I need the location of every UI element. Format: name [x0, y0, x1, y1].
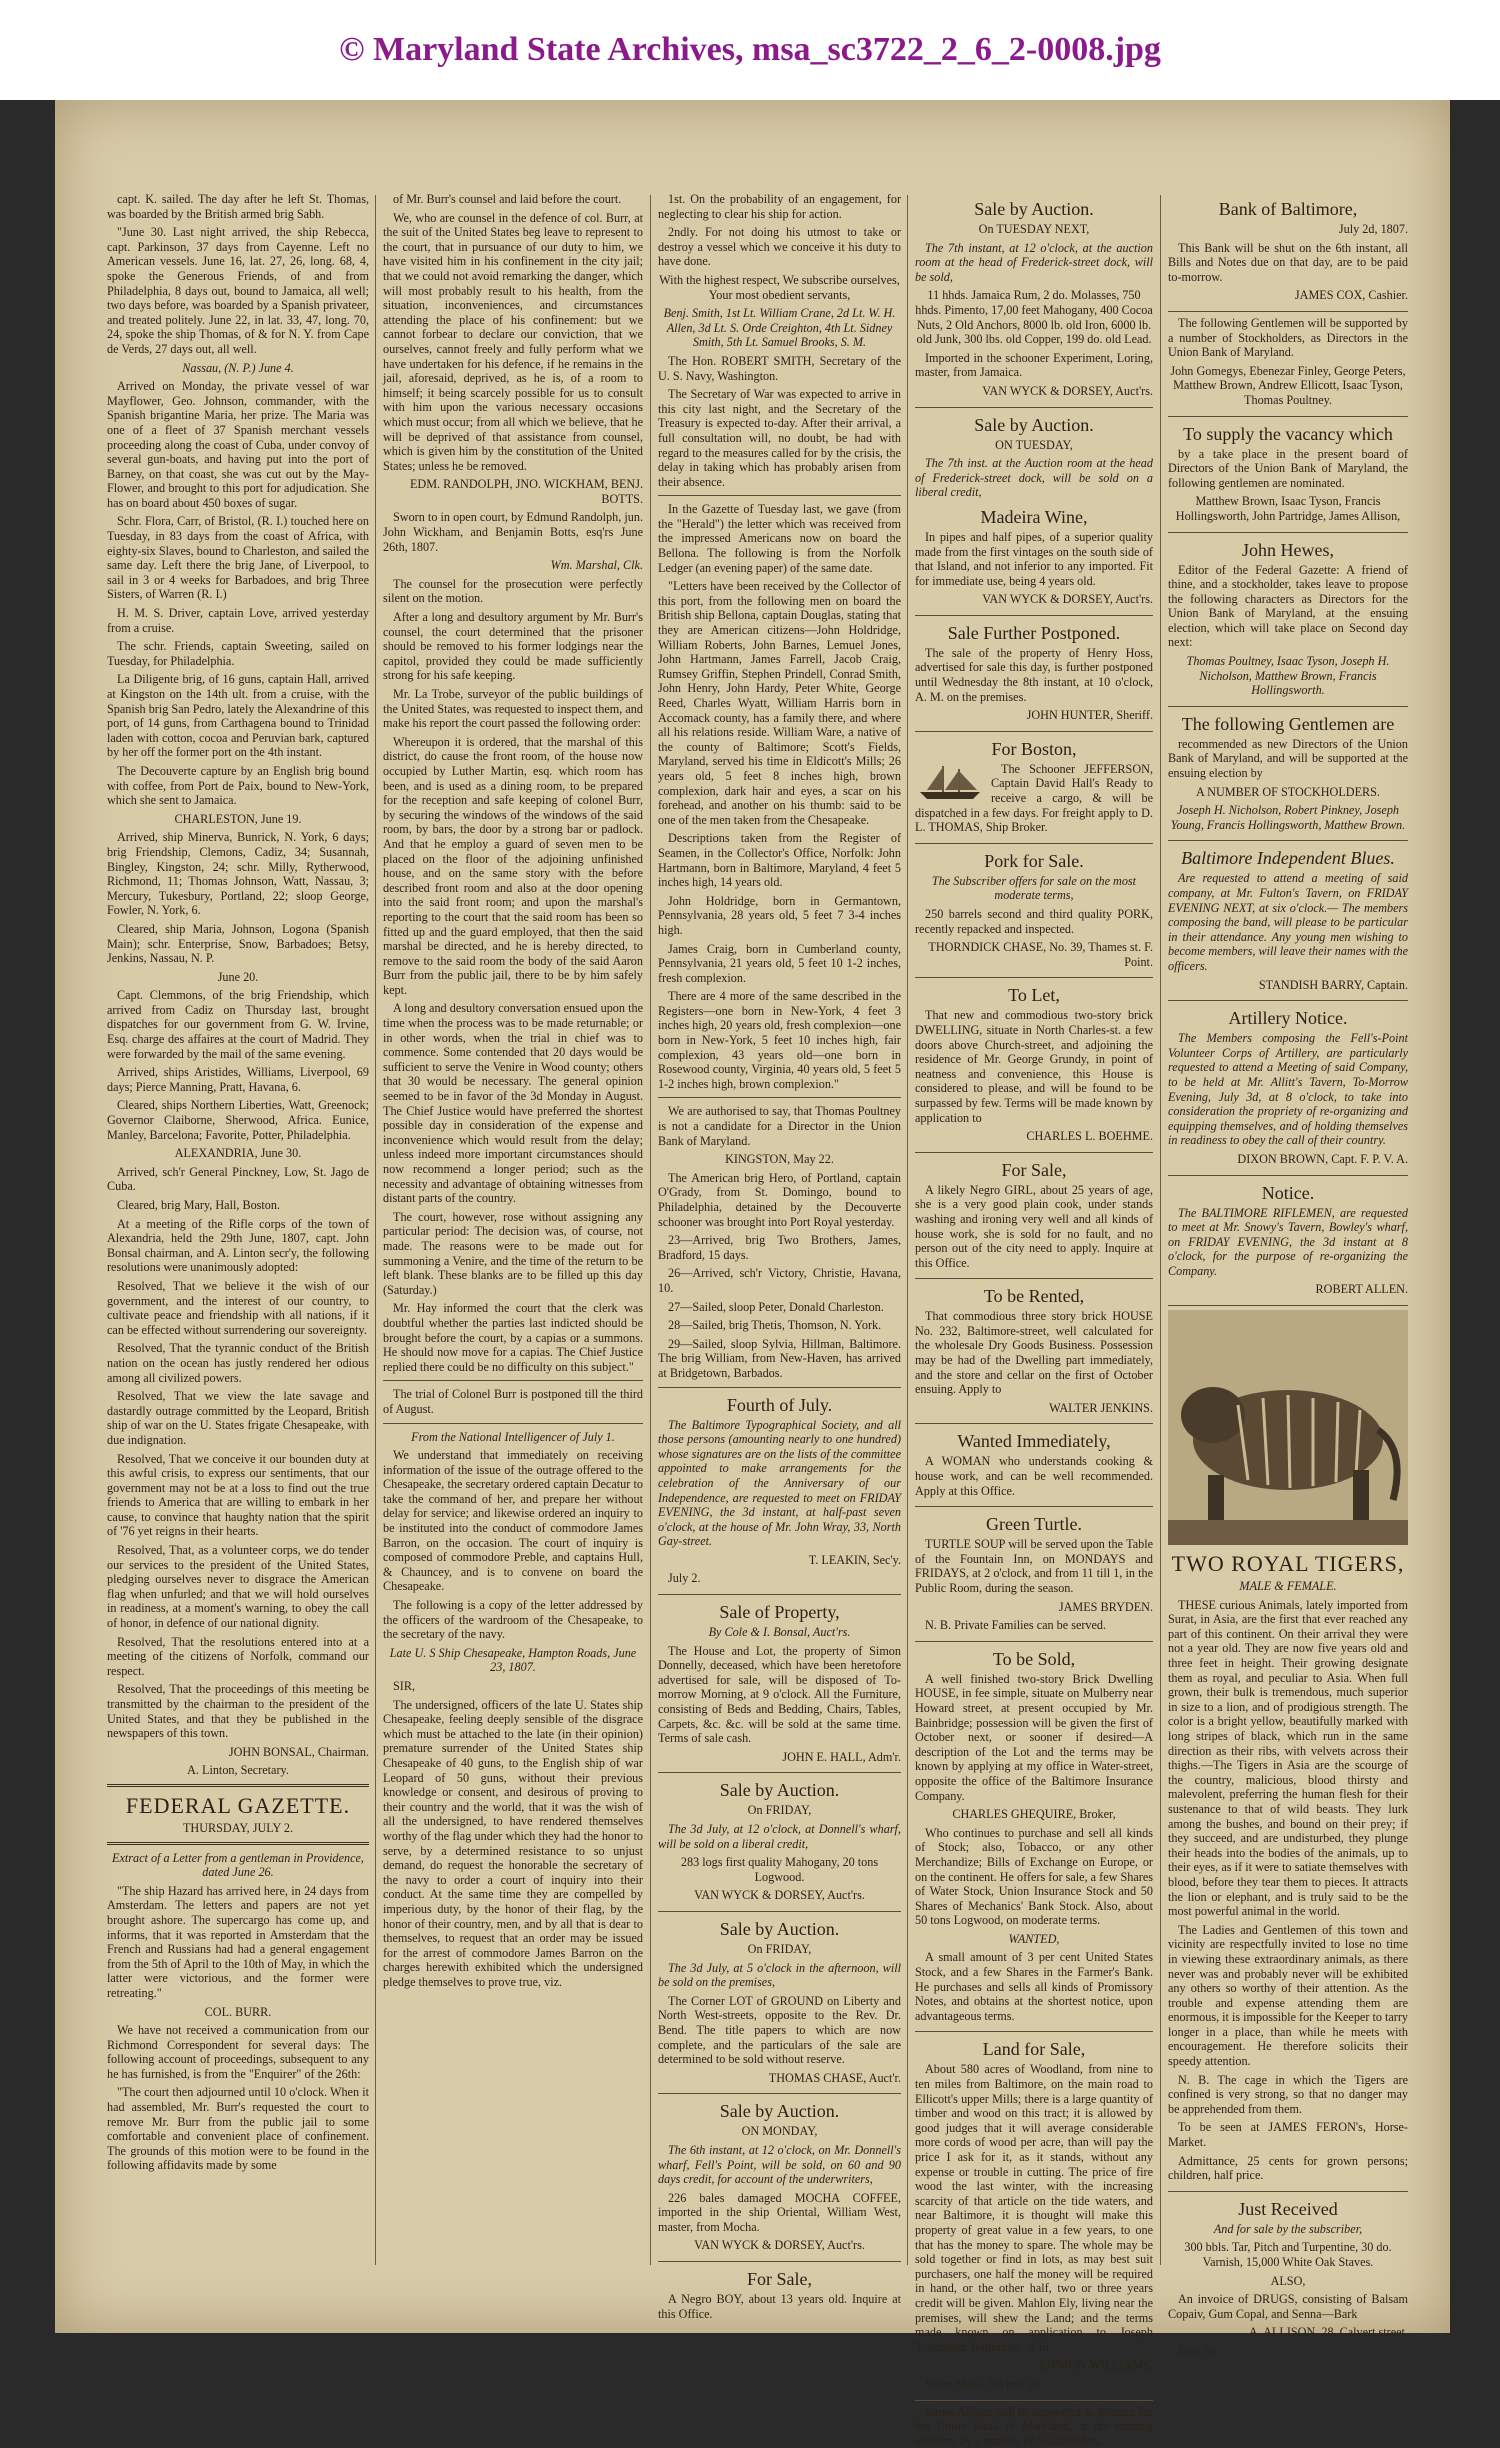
signature: WALTER JENKINS.	[915, 1401, 1153, 1416]
ad-body: The 7th inst. at the Auction room at the head of Frederick-street dock, will be sold on a liberal credit,	[915, 456, 1153, 500]
ad-heading: To be Rented,	[915, 1285, 1153, 1307]
ad-heading: Bank of Baltimore,	[1168, 198, 1408, 220]
ad-heading: Wanted Immediately,	[915, 1430, 1153, 1452]
news-paragraph: Capt. Clemmons, of the brig Friendship, which arrived from Cadiz on Thursday last, brought dispatches for our government from G. W. Irvine, Esq. charge des affaires at the court of Madrid. They were forwarded by the mail of the same evening.	[107, 988, 369, 1061]
signature: JAMES COX, Cashier.	[1168, 288, 1408, 303]
ad-body: 283 logs first quality Mahogany, 20 tons Logwood.	[658, 1855, 901, 1884]
ad-subheading: By Cole & I. Bonsal, Auct'rs.	[658, 1625, 901, 1640]
ad-body: 250 barrels second and third quality PORK, recently repacked and inspected.	[915, 907, 1153, 936]
ad-block	[1168, 713, 1408, 842]
news-paragraph: After a long and desultory argument by Mr. Burr's counsel, the court determined that the prisoner should be removed to his former lodgings near the capitol, provided they could be made sufficiently strong for his safe keeping.	[383, 610, 643, 683]
news-paragraph: 28—Sailed, brig Thetis, Thomson, N. York.	[658, 1318, 901, 1333]
masthead-date: THURSDAY, JULY 2.	[107, 1821, 369, 1836]
news-paragraph: Arrived, ships Aristides, Williams, Liverpool, 69 days; Pierce Manning, Pratt, Havana, 6.	[107, 1065, 369, 1094]
news-paragraph: Schr. Flora, Carr, of Bristol, (R. I.) touched here on Tuesday, in 83 days from the coast of Africa, with eighty-six Slaves, bound to Charleston, and sailed the same day. Left there the brig Jane, of Liverpool, to sail in 3 or 4 weeks for Barbadoes, and brig Three Sisters, of Warren (R. I.)	[107, 514, 369, 602]
news-paragraph: The following is a copy of the letter addressed by the officers of the wardroom of the Chesapeake, to the secretary of the navy.	[383, 1598, 643, 1642]
news-paragraph: The counsel for the prosecution were perfectly silent on the motion.	[383, 577, 643, 606]
ad-subheading: MALE & FEMALE.	[1168, 1579, 1408, 1594]
ad-heading: Sale by Auction.	[658, 1918, 901, 1940]
column-divider	[1160, 195, 1161, 2265]
newspaper-page	[55, 100, 1450, 2333]
ad-body: An invoice of DRUGS, consisting of Balsam Copaiv, Gum Copal, and Senna—Bark	[1168, 2292, 1408, 2321]
divider	[658, 1097, 901, 1098]
signature-list: Benj. Smith, 1st Lt. William Crane, 2d Lt. W. H. Allen, 3d Lt. S. Orde Creighton, 4th Lt. Sidney Smith, 5th Lt. Samuel Brooks, S. M.	[658, 306, 901, 350]
ad-body: The Schooner JEFFERSON, Captain David Hall's Ready to receive a cargo, & will be dispatched in a few days. For freight apply to D. L. THOMAS, Ship Broker.	[915, 762, 1153, 835]
ad-body: THESE curious Animals, lately imported from Surat, in Asia, are the first that ever reached any part of this continent. On their arrival they were not a year old. They are now five years old and three feet in height. Their growing designate them as royal, and peculiar to Asia. When full grown, their bulk is tremendous, much superior in size to a lion, and of prodigious strength. The color is a bright yellow, beautifully marked with long stripes of black, which run in the same direction as their ribs, with velvets across their thighs.—The Tigers in Asia are the scourge of the country, malicious, blood thirsty and malevolent, preferring the human flesh for their sustenance to that of wild beasts. They lurk among the bushes, and bound on their prey; if they succeed, and are undisturbed, they plunge their heads into the bodies of the animals, up to their eyes, as if it were to satiate themselves with blood, before they tear them to pieces. It attracts the lion or elephant, and is truly said to be the most powerful animal in the world.	[1168, 1598, 1408, 1919]
news-paragraph: The court, however, rose without assigning any particular period: The decision was, of course, not made. The reasons were to be made out for summoning a Venire, and the time of the return to be left blank. These blanks are to be filled up this day (Saturday.)	[383, 1210, 643, 1298]
name-list: Matthew Brown, Isaac Tyson, Francis Hollingsworth, John Partridge, James Allison,	[1168, 494, 1408, 523]
news-paragraph: 26—Arrived, sch'r Victory, Christie, Havana, 10.	[658, 1266, 901, 1295]
divider	[383, 1380, 643, 1381]
ad-body: by a take place in the present board of Directors of the Union Bank of Maryland, the following gentlemen are nominated.	[1168, 447, 1408, 491]
news-paragraph: Whereupon it is ordered, that the marshal of this district, do cause the front room, of the house now occupied by Luther Martin, esq. which room has been, and is used as a dining room, to be prepared for the reception and safe keeping of colonel Burr, by securing the windows of the windows of the said room, by bars, the door by a strong bar or padlock. And that he employ a guard of seven men to be placed on the floor of the adjoining unfinished house, and on the same story with the before described front room and also at the door opening into the said front room; and upon the marshal's reporting to the court that the said room has been so fitted up and the guard employed, that then the said marshal be directed, and he is hereby directed, to remove to the said room the body of the said Aaron Burr from the public jail, there to be by him safely kept.	[383, 735, 643, 998]
ad-body: Who continues to purchase and sell all kinds of Stock; also, Tobacco, or any other Merchandize; Bills of Exchange on Europe, or on the continent. He offers for sale, a few Shares of Water Stock, Union Insurance Stock and 50 Shares of Mechanics' Bank Stock. Also, about 50 tons Logwood, on moderate terms.	[915, 1826, 1153, 1928]
ad-date: Selby Mills, 7th mo. 23.	[915, 2377, 1153, 2392]
signature: JOHN HUNTER, Sheriff.	[915, 708, 1153, 723]
divider	[658, 1387, 901, 1388]
column-2	[383, 192, 643, 2272]
signature: VAN WYCK & DORSEY, Auct'rs.	[658, 2238, 901, 2253]
ad-body: About 580 acres of Woodland, from nine to ten miles from Baltimore, on the main road to Ellicott's upper Mills; there is a large quantity of timber and wood on this tract; it is allowed by good judges that it will average considerable more cords of wood per acre, than will pay the price I ask for it, as it stands, without any expense or trouble in cutting. The price of fire wood the last winter, with the increasing scarcity of that article on the tide waters, and near Baltimore, it is thought will make this property of great value in a few years, to one that has the money to spare. The whole may be sold together or find in lots, as may best suit purchasers, one half the money will be required in hand, or the other half, two or three years credit will be given. Mahlon Ely, living near the premises, will shew the Land; and the terms made known on application to Joseph Townsend, Baltimore, or to	[915, 2062, 1153, 2354]
ad-block	[915, 2038, 1153, 2400]
news-paragraph: "The ship Hazard has arrived here, in 24 days from Amsterdam. The letters and papers are not yet brought ashore. The supercargo has come up, and informs, that it was reported in Amsterdam that the French and Russians had had a general engagement from the 5th of April to the 10th of May, in which the latter were victorious, and the former were retreating."	[107, 1884, 369, 2001]
news-paragraph: Sworn to in open court, by Edmund Randolph, jun. John Wickham, and Benjamin Botts, esq'rs June 26th, 1807.	[383, 510, 643, 554]
news-paragraph: "Letters have been received by the Collector of this port, from the following men on board the British ship Bellona, captain Douglas, stating that they are American citizens—John Holdridge, William Roberts, John Barnes, Lemuel Jones, John Hartmann, James Farrell, Jacob Craig, Rumsey Griffin, Stephen Prindell, Conrad Smith, John Henry, John Hardy, Peter White, George Reed, Charles Wyatt, William Harris born in Accomack county, has a family there, and where all his relations reside. William Ware, a native of the county of Baltimore; Scott's Fields, Maryland, served his time in Eldicott's Mills; 26 years old, 5 feet 8 inches high, brown complexion, dark hair and eyes, a scar on his forehead, and another on his thumb: said to be one of the men taken from the Chesapeake.	[658, 579, 901, 827]
ad-date: June 29.	[1168, 2344, 1408, 2359]
ad-heading: For Sale,	[915, 1159, 1153, 1181]
news-paragraph: 2ndly. For not doing his utmost to take or destroy a vessel which we conceive it his duty to have done.	[658, 225, 901, 269]
ad-block	[915, 984, 1153, 1152]
column-divider	[907, 195, 908, 2265]
ad-heading: To Let,	[915, 984, 1153, 1006]
ad-body: The 7th instant, at 12 o'clock, at the auction room at the head of Frederick-street dock, will be sold,	[915, 241, 1153, 285]
news-paragraph: James Craig, born in Cumberland county, Pennsylvania, 21 years old, 5 feet 10 1-2 inches, fresh complexion.	[658, 942, 901, 986]
news-paragraph: The schr. Friends, captain Sweeting, sailed on Tuesday, for Philadelphia.	[107, 639, 369, 668]
dateline: CHARLESTON, June 19.	[107, 812, 369, 827]
article-heading: From the National Intelligencer of July 1.	[383, 1430, 643, 1445]
ad-block	[915, 1648, 1153, 2033]
news-paragraph: Arrived, ship Minerva, Bunrick, N. York, 6 days; brig Friendship, Clemons, Cadiz, 34; Susannah, Bingley, Kingston, 24; schr. Milly, Rytherwood, Richmond, 11; Thomas Johnson, Watt, Nassau, 3; Mercury, Tukesbury, Portland, 22; sloop George, Fowler, N. York, 6.	[107, 830, 369, 918]
news-paragraph: We have not received a communication from our Richmond Correspondent for several days: The following account of proceedings, subsequent to any he has furnished, is from the "Enquirer" of the 26th:	[107, 2023, 369, 2081]
signature: JOHN E. HALL, Adm'r.	[658, 1750, 901, 1765]
news-paragraph: We understand that immediately on receiving information of the issue of the outrage offered to the Chesapeake, the secretary ordered captain Decatur to take the command of her, and prepare her without delay for service; and likewise ordered an inquiry to be instituted into the conduct of commodore James Barron, on the occasion. The court of inquiry is composed of commodore Preble, and captains Hull, & Chauncey, and is to convene on board the Chesapeake.	[383, 1448, 643, 1594]
ad-block	[1168, 847, 1408, 1001]
ad-body: The Baltimore Typographical Society, and all those persons (amounting nearly to one hundred) whose signatures are on the lists of the committee appointed to make arrangements for the celebration of the Anniversary of our Independence, are requested to meet on FRIDAY EVENING, the 3d instant, at half-past seven o'clock, at the house of Mr. John Wray, 33, North Gay-street.	[658, 1418, 901, 1549]
news-paragraph: La Diligente brig, of 16 guns, captain Hall, arrived at Kingston on the 14th ult. from a cruise, with the Spanish brig San Pedro, lately the Alexandrine of this port, of 14 guns, from Carthagena bound to Trinidad laden with cotton, cocoa and Peruvian bark, captured by her off the former port on the 4th instant.	[107, 672, 369, 760]
ad-body: A WOMAN who understands cooking & house work, and can be well recommended. Apply at this Office.	[915, 1454, 1153, 1498]
news-paragraph: Arrived on Monday, the private vessel of war Mayflower, Geo. Johnson, commander, with the Spanish brigantine Maria, her prize. The Maria was one of a fleet of 37 Spanish merchant vessels proceeding along the coast of Cuba, under convoy of several gun-boats, and having put into the port of Barney, on that coast, she was cut out by the May-Flower, and brought to this port for adjudication. She has on board about 450 boxes of sugar.	[107, 379, 369, 510]
ad-body: 226 bales damaged MOCHA COFFEE, imported in the ship Oriental, William West, master, from Mocha.	[658, 2191, 901, 2235]
news-paragraph: 29—Sailed, sloop Sylvia, Hillman, Baltimore. The brig William, from New-Haven, has arrived at Bridgetown, Barbados.	[658, 1337, 901, 1381]
ad-block	[658, 1571, 901, 1595]
news-paragraph: Resolved, That we view the late savage and dastardly outrage committed by the Leopard, British ship of war on the U. States frigate Chesapeake, with due indignation.	[107, 1389, 369, 1447]
news-paragraph: Cleared, brig Mary, Hall, Boston.	[107, 1198, 369, 1213]
ad-block	[1168, 1007, 1408, 1175]
ad-body: Admittance, 25 cents for grown persons; children, half price.	[1168, 2154, 1408, 2183]
news-paragraph: 1st. On the probability of an engagement, for neglecting to clear his ship for action.	[658, 192, 901, 221]
banner-text: © Maryland State Archives, msa_sc3722_2_6_2-0008.jpg	[339, 31, 1161, 69]
ad-body: TURTLE SOUP will be served upon the Table of the Fountain Inn, on MONDAYS and FRIDAYS, at 2 o'clock, and from 11 till 1, in the Public Room, during the season.	[915, 1537, 1153, 1595]
signature: ROBERT ALLEN.	[1168, 1282, 1408, 1297]
ad-subheading: ON TUESDAY,	[915, 438, 1153, 453]
signature: THOMAS CHASE, Auct'r.	[658, 2071, 901, 2086]
ad-block	[915, 850, 1153, 979]
ad-body: That commodious three story brick HOUSE No. 232, Baltimore-street, well calculated for the wholesale Dry Goods Business. Possession may be had of the Dwelling part immediately, and the store and cellar on the first of October ensuing. Apply to	[915, 1309, 1153, 1397]
ad-heading: For Sale,	[658, 2268, 901, 2290]
ad-heading: Artillery Notice.	[1168, 1007, 1408, 1029]
ad-body: That new and commodious two-story brick DWELLING, situate in North Charles-st. a few doors above Church-street, and adjoining the residence of Mr. George Grundy, in point of neatness and convenience, this House is considered to please, and will be found to be surpassed by few. Terms will be made known by application to	[915, 1008, 1153, 1125]
ad-block	[658, 1888, 901, 1912]
masthead-rule	[107, 1842, 369, 1845]
archive-banner	[0, 0, 1500, 100]
schooner-woodcut-icon	[915, 762, 985, 802]
ad-body: Editor of the Federal Gazette: A friend of thine, and a stockholder, takes leave to propose the following characters as Directors for the Union Bank of Maryland, at the ensuing election, which will take place on Second day next:	[1168, 563, 1408, 651]
ad-heading: Fourth of July.	[658, 1394, 901, 1416]
news-paragraph: Resolved, That, as a volunteer corps, we do tender our services to the president of the United States, pledging ourselves never to disgrace the American flag when unfurled; and that we will hold ourselves in readiness, at a moment's warning, to obey the call of honor, in defence of our national dignity.	[107, 1543, 369, 1631]
column-divider	[375, 195, 376, 2265]
ad-body: recommended as new Directors of the Union Bank of Maryland, and will be supported at the ensuing election by	[1168, 737, 1408, 781]
signature: ENNION WILLIAMS,	[915, 2358, 1153, 2373]
ad-body: A well finished two-story Brick Dwelling HOUSE, in fee simple, situate on Mulberry near Howard street, at present occupied by Mr. Bainbridge; possession will be given the first of October next, or sooner if desired—A description of the Lot and the terms may be known by applying at my office in Water-street, opposite the office of the Baltimore Insurance Company.	[915, 1672, 1153, 1803]
ad-body: In pipes and half pipes, of a superior quality made from the first vintages on the south side of that Island, and not inferior to any imported. Fit for immediate use, being 4 years old.	[915, 530, 1153, 588]
ad-block	[1168, 423, 1408, 533]
ad-body: The Ladies and Gentlemen of this town and vicinity are respectfully invited to lose no time in viewing these extraordinary animals, as there never was and probably never will be exhibited any others so worthy of their attention. As the trouble and expense attending them are enormous, it is impossible for the Keeper to tarry longer in a place, than while he meets with encouragement. He therefore solicits their speedy attention.	[1168, 1923, 1408, 2069]
news-paragraph: Resolved, That the proceedings of this meeting be transmitted by the chairman to the president of the United States, and that they be published in the newspapers of this town.	[107, 1682, 369, 1740]
column-3	[658, 192, 901, 2272]
news-paragraph: The Decouverte capture by an English brig bound with coffee, from Port de Paix, bound to New-York, which she sent to Jamaica.	[107, 764, 369, 808]
ad-heading: Sale of Property,	[658, 1601, 901, 1623]
ad-body: 11 hhds. Jamaica Rum, 2 do. Molasses, 750 hhds. Pimento, 17,00 feet Mahogany, 400 Cocoa Nuts, 2 Old Anchors, 8000 lb. old Iron, 6000 lb. old Junk, 300 lbs. old Copper, 199 do. old Lead.	[915, 288, 1153, 346]
ad-body: N. B. Private Families can be served.	[915, 1618, 1153, 1633]
salutation: SIR,	[383, 1679, 643, 1694]
news-paragraph: The American brig Hero, of Portland, captain O'Grady, from St. Domingo, bound to Philadelphia, detained by the Decouverte schooner was brought into Port Royal yesterday.	[658, 1171, 901, 1229]
signature: EDM. RANDOLPH, JNO. WICKHAM, BENJ. BOTTS.	[383, 477, 643, 506]
ad-block	[915, 1430, 1153, 1507]
signature: A. Linton, Secretary.	[107, 1763, 369, 1778]
news-paragraph: Descriptions taken from the Register of Seamen, in the Collector's Office, Norfolk: John Hartmann, born in Baltimore, Maryland, 4 feet 5 inches high, 14 years old.	[658, 831, 901, 889]
signature: T. LEAKIN, Sec'y.	[658, 1553, 901, 1568]
ad-subheading: Madeira Wine,	[915, 506, 1153, 528]
ad-body: A Negro BOY, about 13 years old. Inquire at this Office.	[658, 2292, 901, 2321]
news-paragraph: Resolved, That the tyrannic conduct of the British nation on the ocean has justly rendered her odious among all civilized powers.	[107, 1341, 369, 1385]
ad-heading: John Hewes,	[1168, 539, 1408, 561]
signature: Wm. Marshal, Clk.	[383, 558, 643, 573]
ad-subheading: A NUMBER OF STOCKHOLDERS.	[1168, 785, 1408, 800]
ad-heading: Just Received	[1168, 2198, 1408, 2220]
masthead-title: FEDERAL GAZETTE.	[107, 1793, 369, 1819]
ad-body: The Members composing the Fell's-Point Volunteer Corps of Artillery, are particularly requested to attend a Meeting of said Company, to be held at Mr. Allitt's Tavern, To-Morrow Evening, July 3d, at 8 o'clock, to take into consideration the propriety of re-organizing and equipping themselves, and of holding themselves in readiness to obey the call of their country.	[1168, 1031, 1408, 1148]
news-paragraph: The trial of Colonel Burr is postponed till the third of August.	[383, 1387, 643, 1416]
tiger-woodcut-illustration	[1168, 1310, 1408, 1545]
column-5	[1168, 192, 1408, 2272]
ad-block	[658, 2238, 901, 2262]
ad-heading: Baltimore Independent Blues.	[1168, 847, 1408, 869]
dateline: ALEXANDRIA, June 30.	[107, 1146, 369, 1161]
dateline: Late U. S Ship Chesapeake, Hampton Roads, June 23, 1807.	[383, 1646, 643, 1675]
ad-block	[915, 622, 1153, 732]
column-divider	[650, 195, 651, 2265]
signature: JOHN BONSAL, Chairman.	[107, 1745, 369, 1760]
ad-subheading: On FRIDAY,	[658, 1942, 901, 1957]
ad-body: The Corner LOT of GROUND on Liberty and North West-streets, opposite to the Rev. Dr. Bend. The title papers to which are now complete, and the particulars of the sale are determined to be sold without reserve.	[658, 1994, 901, 2067]
news-paragraph: "June 30. Last night arrived, the ship Rebecca, capt. Parkinson, 37 days from Cayenne. Left no American vessels. June 16, lat. 27, 26, long. 68, 4, spoke the Generous Friends, of and from Philadelphia, 8 days out, bound to Jamaica, all well; two days before, was boarded by a Spanish privateer, and treated politely. June 22, in lat. 33, 47, long. 70, 24, spoke the ship Thomas, of & for N. Y. from Cape de Verds, 27 days out, all well.	[107, 225, 369, 356]
ad-body: N. B. The cage in which the Tigers are confined is very strong, so that no danger may be apprehended from them.	[1168, 2073, 1408, 2117]
news-paragraph: 23—Arrived, brig Two Brothers, James, Bradford, 15 days.	[658, 1233, 901, 1262]
ad-body: The sale of the property of Henry Hoss, advertised for sale this day, is further postponed until Wednesday the 8th instant, at 10 o'clock, A. M. on the premises.	[915, 646, 1153, 704]
ad-block	[1168, 2154, 1408, 2192]
news-paragraph: 27—Sailed, sloop Peter, Donald Charleston.	[658, 1300, 901, 1315]
ad-block	[915, 1159, 1153, 1280]
news-paragraph: Mr. Hay informed the court that the clerk was doubtful whether the parties last indicted should be brought before the court, by a capias or a summons. He should now move for a capias. The Chief Justice replied there could be no difficulty on this subject."	[383, 1301, 643, 1374]
ad-subheading: And for sale by the subscriber,	[1168, 2222, 1408, 2237]
signature: DIXON BROWN, Capt. F. P. V. A.	[1168, 1152, 1408, 1167]
news-paragraph: At a meeting of the Rifle corps of the town of Alexandria, held the 29th June, 1807, capt. John Bonsal chairman, and A. Linton secr'y, the following resolutions were unanimously adopted:	[107, 1217, 369, 1275]
ad-date: July 2d, 1807.	[1168, 222, 1408, 237]
news-paragraph: The Hon. ROBERT SMITH, Secretary of the U. S. Navy, Washington.	[658, 354, 901, 383]
ad-heading: To be Sold,	[915, 1648, 1153, 1670]
news-paragraph: John Holdridge, born in Germantown, Pennsylvania, 28 years old, 5 feet 7 3-4 inches high.	[658, 894, 901, 938]
signature: JAMES BRYDEN.	[915, 1600, 1153, 1615]
ad-block	[1168, 198, 1408, 312]
news-paragraph: We are authorised to say, that Thomas Poultney is not a candidate for a Director in the Union Bank of Maryland.	[658, 1104, 901, 1148]
ad-body: Are requested to attend a meeting of said company, at Mr. Fulton's Tavern, on FRIDAY EVENING NEXT, at six o'clock.— The members composing the band, will please to be particular in their attendance. Any young men wishing to become members, will leave their names with the officers.	[1168, 871, 1408, 973]
news-paragraph: capt. K. sailed. The day after he left St. Thomas, was boarded by the British armed brig Sabh.	[107, 192, 369, 221]
ad-body: James Allstan will be supported as director for the Union Bank of Maryland, at the ensuing election, by a number of Stockholders.	[915, 2405, 1153, 2448]
news-paragraph: In the Gazette of Tuesday last, we gave (from the "Herald") the letter which was received from the impressed Americans now on board the Bellona. The following is from the Norfolk Ledger (an evening paper) of the same date.	[658, 502, 901, 575]
ad-body: A likely Negro GIRL, about 25 years of age, she is a very good plain cook, under stands washing and ironing very well and all kinds of house work, she is sold for no fault, and no person out of the city need to apply. Inquire at this Office.	[915, 1183, 1153, 1271]
news-paragraph: The undersigned, officers of the late U. States ship Chesapeake, feeling deeply sensible of the disgrace which must be attached to the late (in their opinion) premature surrender of the United States ship Chesapeake of 40 guns, to the English ship of war Leopard of 50 guns, without their previous knowledge or consent, and desirous of proving to their country and the world, that it was the wish of all the undersigned, to have rendered themselves worthy of the flag under which they had the honor to serve, by a determined resistance to so unjust demand, do request the honorable the secretary of the navy to order a court of inquiry into their conduct. At the same time they are compelled by imperious duty, by the honor of their flag, by the honor of their country, men, and by all that is dear to themselves, to request that an order may be issued for the arrest of commodore James Barron on the charges herewith exhibited which the undersigned pledge themselves to prove true, viz.	[383, 1698, 643, 1990]
dateline: KINGSTON, May 22.	[658, 1152, 901, 1167]
ad-body: The 3d July, at 5 o'clock in the afternoon, will be sold on the premises,	[658, 1961, 901, 1990]
news-paragraph: Resolved, That the resolutions entered into at a meeting of the citizens of Norfolk, command our respect.	[107, 1635, 369, 1679]
signature: VAN WYCK & DORSEY, Auct'rs.	[915, 592, 1153, 607]
ad-subheading: ALSO,	[1168, 2274, 1408, 2289]
ad-heading: For Boston,	[915, 738, 1153, 760]
news-paragraph: The Secretary of War was expected to arrive in this city last night, and the Secretary of the Treasury is expected to-day. After their arrival, a full consultation will, no doubt, be had with regard to the measures called for by the crisis, the delay in taking which has probably arisen from their absence.	[658, 387, 901, 489]
ad-heading: Sale Further Postponed.	[915, 622, 1153, 644]
ad-heading: Sale by Auction.	[915, 198, 1153, 220]
ad-heading: Land for Sale,	[915, 2038, 1153, 2060]
ad-heading: Notice.	[1168, 1182, 1408, 1204]
news-paragraph: A long and desultory conversation ensued upon the time when the process was to be made returnable; or in other words, when the trial in chief was to commence. Some contended that 20 days would be sufficient to serve the Venire in Wood county; others that 30 would be necessary. The general opinion seemed to be in favor of the 3d Monday in August. The Chief Justice would have preferred the shortest possible day in consideration of the expense and inconvenience which would result from the delay; unless indeed more important circumstances should now recommend a longer period; such as the necessity and advantage of obtaining witnesses from distant parts of the country.	[383, 1001, 643, 1205]
ad-subheading: WANTED,	[915, 1932, 1153, 1947]
news-paragraph: "The court then adjourned until 10 o'clock. When it had assembled, Mr. Burr's requested the court to remove Mr. Burr from the public jail to some comfortable and convenient place of confinement. The grounds of this motion were to be found in the following affidavits made by some	[107, 2085, 369, 2173]
name-list: John Gomegys, Ebenezar Finley, George Peters, Matthew Brown, Andrew Ellicott, Isaac Tyson, Thomas Poultney.	[1168, 364, 1408, 408]
ad-subheading: On FRIDAY,	[658, 1803, 901, 1818]
ad-body: A small amount of 3 per cent United States Stock, and a few Shares in the Farmer's Bank. He purchases and sells all kinds of Promissory Notes, and obtains at the shortest notice, upon advantageous terms.	[915, 1950, 1153, 2023]
ad-block	[915, 1513, 1153, 1642]
masthead-rule	[107, 1784, 369, 1787]
signature: A. ALLISON, 28, Calvert street.	[1168, 2325, 1408, 2340]
ad-body: The House and Lot, the property of Simon Donnelly, deceased, which have been heretofore advertised for sale, will be disposed of To-morrow Morning, at 9 o'clock. All the Furniture, consisting of Beds and Bedding, Chairs, Tables, Carpets, &c. &c. will be sold at the same time. Terms of sale cash.	[658, 1644, 901, 1746]
column-4	[915, 192, 1153, 2272]
signature: VAN WYCK & DORSEY, Auct'rs.	[915, 384, 1153, 399]
ad-subheading: The Subscriber offers for sale on the most moderate terms,	[915, 874, 1153, 903]
news-paragraph: Mr. La Trobe, surveyor of the public buildings of the United States, was requested to inspect them, and make his report the court passed the following order:	[383, 687, 643, 731]
column-1	[107, 192, 369, 2272]
ad-body: The 6th instant, at 12 o'clock, on Mr. Donnell's wharf, Fell's Point, will be sold, on 60 and 90 days credit, for account of the underwriters,	[658, 2143, 901, 2187]
news-paragraph: Arrived, sch'r General Pinckney, Low, St. Jago de Cuba.	[107, 1165, 369, 1194]
dateline: June 20.	[107, 970, 369, 985]
signature: VAN WYCK & DORSEY, Auct'rs.	[658, 1888, 901, 1903]
ad-block	[915, 1285, 1153, 1424]
ad-heading: Sale by Auction.	[915, 414, 1153, 436]
ad-body: To be seen at JAMES FERON's, Horse-Market.	[1168, 2120, 1408, 2149]
news-paragraph: Resolved, That we conceive it our bounden duty at this awful crisis, to express our sentiments, that our government may not be at a loss to find out the true friends to America that are willing to embark in her cause, to convince that haughty nation that the spirit of '76 yet reigns in their hearts.	[107, 1452, 369, 1540]
news-paragraph: H. M. S. Driver, captain Love, arrived yesterday from a cruise.	[107, 606, 369, 635]
news-paragraph: With the highest respect, We subscribe ourselves, Your most obedient servants,	[658, 273, 901, 302]
ad-heading: Green Turtle.	[915, 1513, 1153, 1535]
name-list: Joseph H. Nicholson, Robert Pinkney, Joseph Young, Francis Hollingsworth, Matthew Brown.	[1168, 803, 1408, 832]
news-paragraph: There are 4 more of the same described in the Registers—one born in New-York, 4 feet 3 inches high, 20 years old, fresh complexion—one born in New-York, 5 feet 10 inches high, fair complexion, 43 years old—one born in Rosewood county, Virginia, 40 years old, 5 feet 5 1-2 inches high, brown complexion."	[658, 989, 901, 1091]
ad-body: The following Gentlemen will be supported by a number of Stockholders, as Directors in the Union Bank of Maryland.	[1168, 316, 1408, 360]
ad-body: 300 bbls. Tar, Pitch and Turpentine, 30 do. Varnish, 15,000 White Oak Staves.	[1168, 2240, 1408, 2269]
ad-body: Imported in the schooner Experiment, Loring, master, from Jamaica.	[915, 351, 1153, 380]
ad-block	[1168, 539, 1408, 707]
ad-date: July 2.	[658, 1571, 901, 1586]
divider	[658, 495, 901, 496]
signature: CHARLES L. BOEHME.	[915, 1129, 1153, 1144]
ad-block	[658, 1750, 901, 1774]
signature: STANDISH BARRY, Captain.	[1168, 978, 1408, 993]
ad-subheading: ON MONDAY,	[658, 2124, 901, 2139]
ad-body: The BALTIMORE RIFLEMEN, are requested to meet at Mr. Snowy's Tavern, Bowley's wharf, on FRIDAY EVENING, the 3d instant at 8 o'clock, for the purpose of re-organizing the Company.	[1168, 1206, 1408, 1279]
ad-block	[1168, 1182, 1408, 1307]
ad-block	[915, 414, 1153, 616]
ad-heading: Pork for Sale.	[915, 850, 1153, 872]
signature: CHARLES GHEQUIRE, Broker,	[915, 1807, 1153, 1822]
ad-block	[1168, 316, 1408, 417]
article-heading: COL. BURR.	[107, 2005, 369, 2020]
ad-heading: TWO ROYAL TIGERS,	[1168, 1551, 1408, 1577]
name-list: Thomas Poultney, Isaac Tyson, Joseph H. Nicholson, Matthew Brown, Francis Hollingsworth.	[1168, 654, 1408, 698]
article-heading: Extract of a Letter from a gentleman in Providence, dated June 26.	[107, 1851, 369, 1880]
ad-block	[915, 738, 1153, 844]
ad-block	[658, 2071, 901, 2095]
news-paragraph: of Mr. Burr's counsel and laid before the court.	[383, 192, 643, 207]
ad-subheading: On TUESDAY NEXT,	[915, 222, 1153, 237]
ad-heading: Sale by Auction.	[658, 1779, 901, 1801]
ad-body: The 3d July, at 12 o'clock, at Donnell's wharf, will be sold on a liberal credit,	[658, 1822, 901, 1851]
news-paragraph: We, who are counsel in the defence of col. Burr, at the suit of the United States beg leave to represent to the court, that in pursuance of our duty to him, we have visited him in his confinement in the city jail; that we could not avoid remarking the danger, which will most probably result to his health, from the situation, inconveniences, and circumstances attending the place of his confinement: but we cannot forbear to declare our conviction, that we ourselves, cannot freely and fully perform what we have undertaken for his defence, if he remains in the jail, aforesaid, deprived, as he is, of a room to himself; it being scarcely possible for us to consult with him upon the various necessary occasions which must occur; from all which we believe, that he will be deprived of that assistance from counsel, which is given him by the constitution of the United States; unless he be removed.	[383, 211, 643, 474]
dateline: Nassau, (N. P.) June 4.	[107, 361, 369, 376]
news-paragraph: Resolved, That we believe it the wish of our government, and the interest of our country, to cultivate peace and friendship with all nations, if it can be effected without surrendering our sovereignty.	[107, 1279, 369, 1337]
news-paragraph: Cleared, ship Maria, Johnson, Logona (Spanish Main); schr. Enterprise, Snow, Barbadoes; Betsy, Jenkins, Nassau, N. P.	[107, 922, 369, 966]
news-paragraph: Cleared, ships Northern Liberties, Watt, Greenock; Governor Claiborne, Sherwood, Africa. Eunice, Manley, Barcelona; Favorite, Potter, Philadelphia.	[107, 1098, 369, 1142]
ad-heading: The following Gentlemen are	[1168, 713, 1408, 735]
ad-block	[915, 198, 1153, 408]
ad-heading: Sale by Auction.	[658, 2100, 901, 2122]
ad-body: This Bank will be shut on the 6th instant, all Bills and Notes due on that day, are to be paid to-morrow.	[1168, 241, 1408, 285]
divider	[383, 1423, 643, 1424]
signature: THORNDICK CHASE, No. 39, Thames st. F. Point.	[915, 940, 1153, 969]
ad-heading: To supply the vacancy which	[1168, 423, 1408, 445]
